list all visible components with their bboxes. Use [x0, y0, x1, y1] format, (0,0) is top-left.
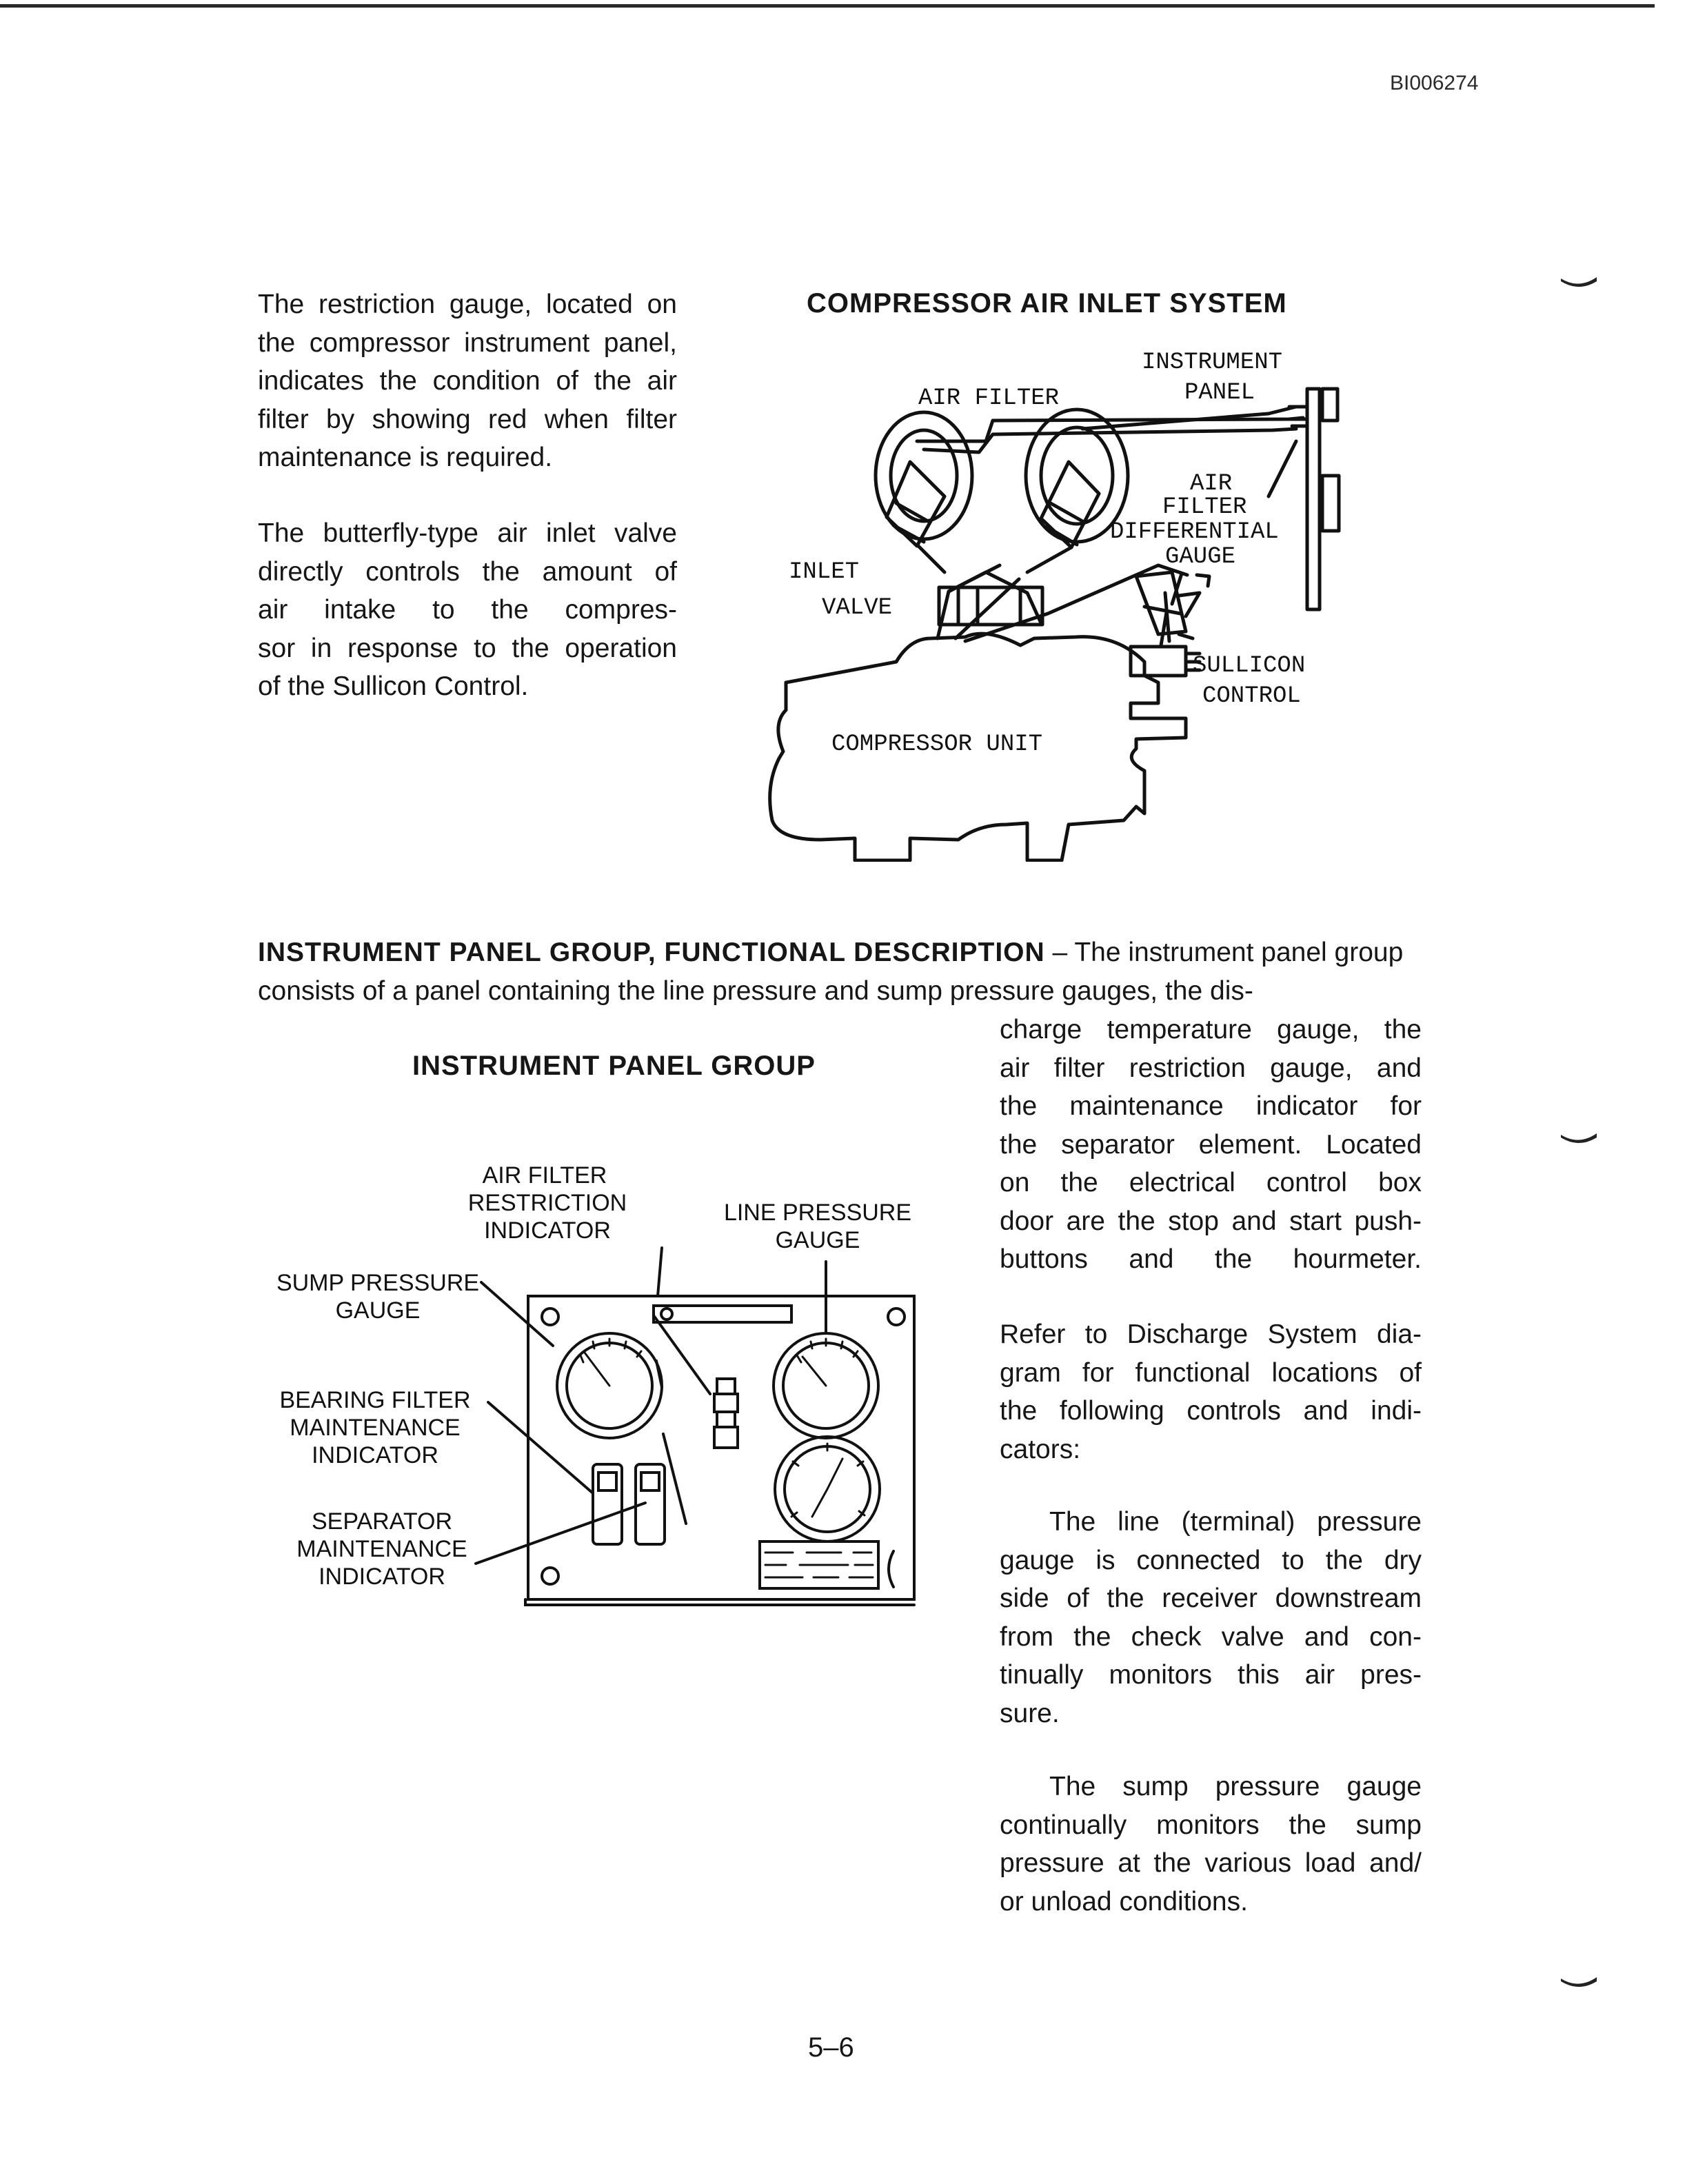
text-line: sure. [1000, 1698, 1060, 1728]
label-bearing-filter-indicator: BEARING FILTER [279, 1387, 471, 1413]
text-line: directly controls the amount of [258, 556, 677, 587]
label-sump-pressure-gauge: SUMP PRESSURE [276, 1270, 480, 1296]
scan-edge-line [0, 4, 1655, 8]
label-inlet-valve: VALVE [822, 595, 893, 621]
text-line: cators: [1000, 1434, 1081, 1464]
text-line: on the electrical control box [1000, 1168, 1422, 1197]
label-bearing-filter-indicator: MAINTENANCE [290, 1415, 461, 1441]
inlet-valve-paragraph [258, 514, 677, 706]
text-line: The line (terminal) pressure [1049, 1507, 1422, 1537]
figure-title-instrument-panel-group: INSTRUMENT PANEL GROUP [412, 1051, 816, 1081]
sullicon-control-body [1131, 647, 1186, 676]
text-line: air filter restriction gauge, and [1000, 1053, 1422, 1083]
differential-gauge-body [1322, 476, 1339, 531]
text-line: of the Sullicon Control. [258, 671, 529, 701]
instrument-panel-plate [1307, 389, 1320, 609]
label-air-filter-restriction-indicator: AIR FILTER [482, 1162, 607, 1189]
text-line: The sump pressure gauge [1049, 1772, 1422, 1801]
refer-discharge-paragraph [1000, 1315, 1422, 1468]
text-line: gram for functional locations of [1000, 1357, 1422, 1388]
panel-mounting-hole [542, 1568, 558, 1584]
instrument-panel-group-diagram [262, 1158, 938, 1627]
leader-separator-indicator [476, 1503, 645, 1564]
label-line-pressure-gauge: LINE PRESSURE [723, 1200, 912, 1226]
label-air-filter-differential-gauge: DIFFERENTIAL [1110, 519, 1279, 545]
text-line: Refer to Discharge System dia- [1000, 1320, 1422, 1349]
text-line: maintenance is required. [258, 443, 553, 472]
leader-bearing-filter-indicator [488, 1402, 593, 1493]
panel-mounting-hole [888, 1308, 905, 1325]
section-intro-paragraph [258, 933, 1422, 1010]
panel-nameplate [654, 1306, 791, 1322]
label-bearing-filter-indicator: INDICATOR [312, 1442, 438, 1468]
intro-continuation-paragraph [1000, 1011, 1422, 1279]
text-line: sor in response to the operation [258, 633, 677, 663]
label-air-filter-restriction-indicator: INDICATOR [484, 1217, 611, 1244]
label-air-filter-differential-gauge: GAUGE [1165, 544, 1236, 570]
label-sullicon-control: SULLICON [1193, 653, 1306, 679]
section-intro-text: – The instrument panel group consists of a panel containing the line pressure and sump pressure gauges, the dis- [258, 938, 1404, 1006]
label-separator-indicator: INDICATOR [319, 1564, 445, 1590]
label-instrument-panel: PANEL [1184, 380, 1255, 406]
text-line: the separator element. Located [1000, 1129, 1422, 1160]
panel-mounting-hole [542, 1308, 558, 1325]
text-line: the compressor instrument panel, [258, 327, 677, 358]
label-separator-indicator: MAINTENANCE [296, 1536, 467, 1562]
air-filter-restriction-indicator [717, 1379, 735, 1394]
label-instrument-panel: INSTRUMENT [1142, 350, 1283, 376]
label-sump-pressure-gauge: GAUGE [335, 1297, 421, 1324]
document-id: BI006274 [1390, 72, 1479, 94]
figure-title-air-inlet-system: COMPRESSOR AIR INLET SYSTEM [807, 288, 1287, 318]
label-inlet-valve: INLET [789, 559, 860, 585]
label-sullicon-control: CONTROL [1202, 683, 1301, 709]
label-compressor-unit: COMPRESSOR UNIT [831, 731, 1043, 758]
line-pressure-paragraph [1000, 1503, 1422, 1732]
text-line: from the check valve and con- [1000, 1621, 1422, 1652]
binder-tick-mark [1559, 274, 1598, 290]
text-line: side of the receiver downstream [1000, 1584, 1422, 1613]
text-line: indicates the condition of the air [258, 366, 677, 396]
compressor-air-inlet-diagram [758, 338, 1365, 862]
text-line: buttons and the hourmeter. [1000, 1244, 1422, 1274]
text-line: The restriction gauge, located on [258, 290, 677, 319]
label-air-filter-restriction-indicator: RESTRICTION [467, 1190, 627, 1216]
text-line: charge temperature gauge, the [1000, 1015, 1422, 1044]
text-line: The butterfly-type air inlet valve [258, 518, 677, 548]
label-air-filter-differential-gauge: AIR [1190, 471, 1233, 497]
label-separator-indicator: SEPARATOR [311, 1508, 453, 1535]
page-number: 5–6 [808, 2032, 854, 2063]
text-line: tinually monitors this air pres- [1000, 1660, 1422, 1690]
binder-tick-mark [1559, 1974, 1598, 1990]
text-line: door are the stop and start push- [1000, 1206, 1422, 1236]
label-air-filter: AIR FILTER [918, 385, 1060, 412]
binder-tick-mark [1559, 1131, 1598, 1146]
text-line: or unload conditions. [1000, 1886, 1248, 1917]
label-line-pressure-gauge: GAUGE [775, 1227, 860, 1253]
text-line: filter by showing red when filter [258, 404, 677, 434]
sump-pressure-paragraph [1000, 1768, 1422, 1921]
text-line: air intake to the compres- [258, 595, 677, 625]
leader-air-filter-restriction [663, 1434, 686, 1524]
text-line: the maintenance indicator for [1000, 1091, 1422, 1121]
text-line: the following controls and indi- [1000, 1396, 1422, 1426]
section-heading: INSTRUMENT PANEL GROUP, FUNCTIONAL DESCRIPTION [258, 938, 1045, 967]
text-line: continually monitors the sump [1000, 1810, 1422, 1840]
text-line: pressure at the various load and/ [1000, 1848, 1422, 1878]
text-line: gauge is connected to the dry [1000, 1545, 1422, 1575]
label-air-filter-differential-gauge: FILTER [1162, 494, 1247, 520]
restriction-gauge-paragraph [258, 285, 677, 477]
